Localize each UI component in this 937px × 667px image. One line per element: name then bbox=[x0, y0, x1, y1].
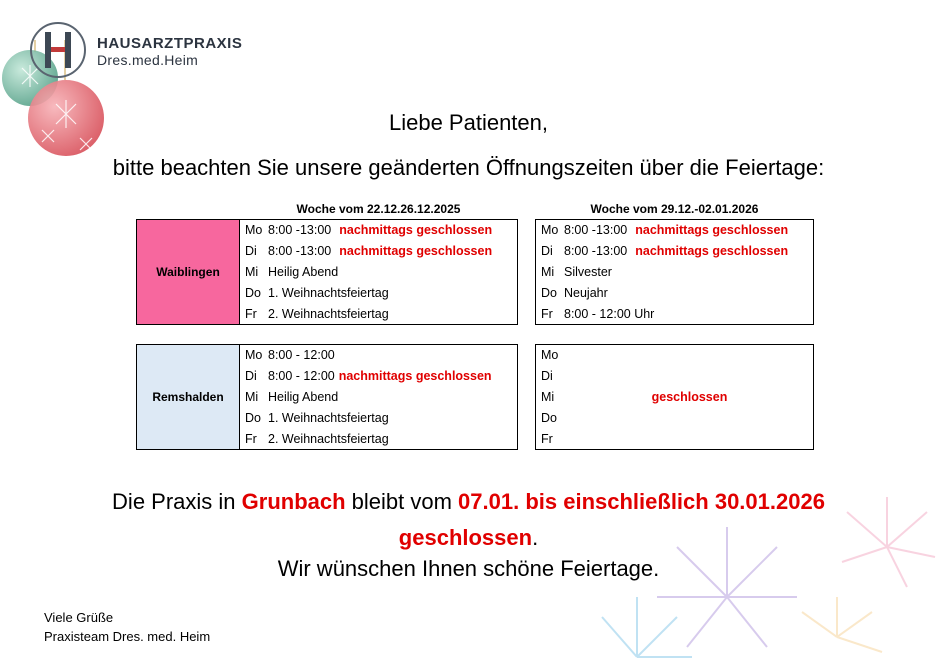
schedule-row bbox=[240, 387, 517, 408]
notice-text-2: bleibt vom bbox=[345, 489, 459, 514]
hours: 8:00 -13:00 bbox=[268, 223, 332, 237]
schedule-row bbox=[240, 283, 517, 304]
location-name: Remshalden bbox=[152, 390, 224, 404]
schedule-waiblingen-week1 bbox=[239, 219, 518, 325]
day: Mo bbox=[541, 348, 559, 362]
location-name: Waiblingen bbox=[156, 265, 220, 279]
day: Do bbox=[245, 411, 261, 425]
schedule-row bbox=[536, 220, 813, 241]
hours: Neujahr bbox=[564, 286, 608, 300]
hours: Heilig Abend bbox=[268, 390, 339, 404]
day: Mi bbox=[245, 265, 259, 279]
day: Do bbox=[541, 286, 557, 300]
week-header-2: Woche vom 29.12.-02.01.2026 bbox=[590, 202, 759, 216]
closed-note: nachmittags geschlossen bbox=[635, 244, 789, 258]
schedule-remshalden-week2 bbox=[535, 344, 814, 450]
logo-title: HAUSARZTPRAXIS bbox=[97, 35, 243, 52]
schedule-row bbox=[240, 262, 517, 283]
day: Fr bbox=[245, 432, 257, 446]
hours: 2. Weihnachtsfeiertag bbox=[268, 307, 389, 321]
signature bbox=[44, 608, 210, 646]
schedule-row bbox=[240, 220, 517, 241]
hours: 2. Weihnachtsfeiertag bbox=[268, 432, 389, 446]
closed-note: nachmittags geschlossen bbox=[339, 244, 493, 258]
day: Mo bbox=[245, 223, 263, 237]
hours: 8:00 - 12:00 bbox=[268, 348, 335, 362]
closed-note: nachmittags geschlossen bbox=[635, 223, 789, 237]
schedule-row bbox=[240, 304, 517, 325]
greeting-line2: bitte beachten Sie unsere geänderten Öffnungszeiten über die Feiertage: bbox=[112, 155, 825, 180]
schedule-row bbox=[240, 241, 517, 262]
schedule-row bbox=[536, 262, 813, 283]
closed-note: nachmittags geschlossen bbox=[338, 369, 492, 383]
day: Di bbox=[541, 369, 553, 383]
day: Fr bbox=[541, 432, 553, 446]
closure-notice bbox=[0, 484, 937, 556]
closed-label: geschlossen bbox=[651, 390, 728, 404]
hours: Heilig Abend bbox=[268, 265, 339, 279]
notice-range: 07.01. bis einschließlich 30.01.2026 bbox=[458, 489, 825, 514]
notice-place: Grunbach bbox=[241, 489, 346, 514]
hours: 8:00 -13:00 bbox=[564, 244, 628, 258]
logo-subtitle: Dres.med.Heim bbox=[97, 52, 199, 68]
hours: 1. Weihnachtsfeiertag bbox=[268, 286, 389, 300]
notice-text-1: Die Praxis in bbox=[112, 489, 242, 514]
schedule-row bbox=[240, 345, 517, 366]
day: Di bbox=[245, 369, 257, 383]
schedule-row bbox=[240, 429, 517, 450]
notice-closed: geschlossen bbox=[398, 525, 533, 550]
day: Mi bbox=[245, 390, 259, 404]
schedule-row bbox=[536, 283, 813, 304]
week-header-1: Woche vom 22.12.26.12.2025 bbox=[296, 202, 461, 216]
day: Mi bbox=[541, 265, 555, 279]
schedule-waiblingen-week2 bbox=[535, 219, 814, 325]
day: Mo bbox=[245, 348, 263, 362]
hours: 8:00 -13:00 bbox=[564, 223, 628, 237]
greeting-line1: Liebe Patienten, bbox=[388, 110, 549, 135]
day: Mi bbox=[541, 390, 555, 404]
hours: Silvester bbox=[564, 265, 612, 279]
schedule-remshalden-week1 bbox=[239, 344, 518, 450]
day: Mo bbox=[541, 223, 559, 237]
praxis-logo-icon bbox=[28, 20, 88, 80]
location-remshalden bbox=[136, 344, 240, 450]
schedule-row bbox=[536, 241, 813, 262]
signature-line1: Viele Grüße bbox=[44, 610, 114, 625]
day: Di bbox=[245, 244, 257, 258]
signature-line2: Praxisteam Dres. med. Heim bbox=[44, 629, 211, 644]
location-waiblingen bbox=[136, 219, 240, 325]
hours: 8:00 -13:00 bbox=[268, 244, 332, 258]
hours: 8:00 - 12:00 bbox=[268, 369, 335, 383]
day: Fr bbox=[541, 307, 553, 321]
day: Di bbox=[541, 244, 553, 258]
hours: 8:00 - 12:00 Uhr bbox=[564, 307, 655, 321]
day: Do bbox=[245, 286, 261, 300]
notice-text-3: . bbox=[532, 525, 539, 550]
hours: 1. Weihnachtsfeiertag bbox=[268, 411, 389, 425]
day: Do bbox=[541, 411, 557, 425]
holiday-wish: Wir wünschen Ihnen schöne Feiertage. bbox=[277, 556, 660, 581]
schedule-row bbox=[536, 304, 813, 325]
schedule-row bbox=[240, 408, 517, 429]
day: Fr bbox=[245, 307, 257, 321]
closed-note: nachmittags geschlossen bbox=[339, 223, 493, 237]
schedule-row bbox=[240, 366, 517, 387]
